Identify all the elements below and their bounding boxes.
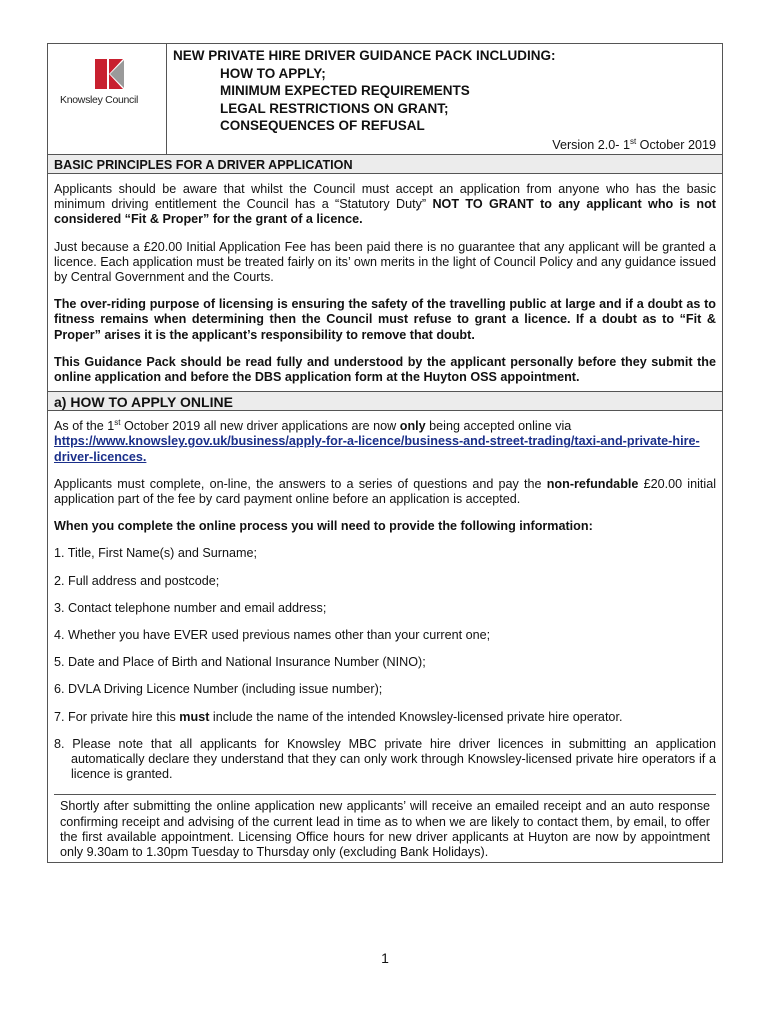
footer-note-cell bbox=[54, 794, 716, 862]
logo-cell bbox=[48, 44, 167, 154]
version-label: Version 2.0- 1st October 2019 bbox=[552, 136, 716, 152]
knowsley-logo-icon bbox=[90, 59, 128, 89]
page-number: 1 bbox=[381, 950, 389, 966]
title-item: MINIMUM EXPECTED REQUIREMENTS bbox=[220, 83, 470, 98]
list-item: 2. Full address and postcode; bbox=[54, 573, 220, 588]
document-title: NEW PRIVATE HIRE DRIVER GUIDANCE PACK INCLUDING: bbox=[173, 48, 556, 63]
paragraph: As of the 1st October 2019 all new driver applications are now only being accepted online via https://www.knowsley.gov.uk/business/apply-for-a-licence/business-and-street-trading/taxi-and-private-hire-driver-licences. bbox=[54, 418, 700, 464]
list-item: 5. Date and Place of Birth and National Insurance Number (NINO); bbox=[54, 655, 426, 670]
list-item: 6. DVLA Driving Licence Number (including issue number); bbox=[54, 682, 383, 697]
header-table bbox=[47, 43, 723, 155]
list-item: 4. Whether you have EVER used previous names other than your current one; bbox=[54, 628, 491, 643]
title-item: LEGAL RESTRICTIONS ON GRANT; bbox=[220, 100, 449, 116]
list-item: 7. For private hire this must include the name of the intended Knowsley-licensed private hire operator. bbox=[54, 709, 623, 724]
list-item: 8. Please note that all applicants for Knowsley MBC private hire driver licences in submitting an application automatically declare they understand that they can only work through Knowsley-licensed private hire operators if a licence is granted. bbox=[54, 736, 716, 782]
list-item: 3. Contact telephone number and email address; bbox=[54, 600, 327, 615]
paragraph: This Guidance Pack should be read fully and understood by the applicant personally before they submit the online application and before the DBS application form at the Huyton OSS appointment. bbox=[54, 354, 716, 385]
title-cell bbox=[167, 44, 722, 154]
section-heading-how-to-apply: a) HOW TO APPLY ONLINE bbox=[47, 392, 723, 411]
licence-application-link[interactable]: https://www.knowsley.gov.uk/business/apply-for-a-licence/business-and-street-trading/taxi-and-private-hire-driver-licences. bbox=[54, 434, 700, 464]
paragraph: Shortly after submitting the online application new applicants’ will receive an emailed receipt and an auto response confirming receipt and advising of the current lead in time as to when we are likely to contact them, by email, to offer the first available appointment. Licensing Office hours for new driver applicants at Huyton are now by appointment only 9.30am to 1.30pm Tuesday to Thursday only (excluding Bank Holidays). bbox=[60, 799, 710, 860]
document-page bbox=[47, 43, 723, 863]
basic-principles-body bbox=[47, 174, 723, 392]
paragraph: Applicants should be aware that whilst the Council must accept an application from anyone who has the basic minimum driving entitlement the Council has a “Statutory Duty” NOT TO GRANT to any applicant who is not considered “Fit & Proper” for the grant of a licence. bbox=[54, 182, 716, 227]
list-item: 1. Title, First Name(s) and Surname; bbox=[54, 546, 257, 561]
paragraph: The over-riding purpose of licensing is ensuring the safety of the travelling public at large and if a doubt as to fitness remains when determining then the Council must refuse to grant a licence. If a doubt as to “Fit & Proper” arises it is the applicant’s responsibility to remove that doubt. bbox=[54, 297, 716, 342]
paragraph: Just because a £20.00 Initial Application Fee has been paid there is no guarantee that any applicant will be granted a licence. Each application must be treated fairly on its’ own merits in the light of Council Policy and any guidance issued by Central Government and the Courts. bbox=[54, 239, 716, 285]
title-item: HOW TO APPLY; bbox=[220, 65, 326, 81]
paragraph: Applicants must complete, on-line, the answers to a series of questions and pay the non-refundable £20.00 initial application part of the fee by card payment online before an application is accepted. bbox=[54, 476, 716, 507]
logo-text: Knowsley Council bbox=[60, 94, 139, 106]
paragraph: When you complete the online process you will need to provide the following information: bbox=[54, 519, 593, 534]
title-item: CONSEQUENCES OF REFUSAL bbox=[220, 118, 425, 133]
how-to-apply-body bbox=[47, 411, 723, 863]
section-heading-basic-principles: BASIC PRINCIPLES FOR A DRIVER APPLICATION bbox=[47, 155, 723, 174]
